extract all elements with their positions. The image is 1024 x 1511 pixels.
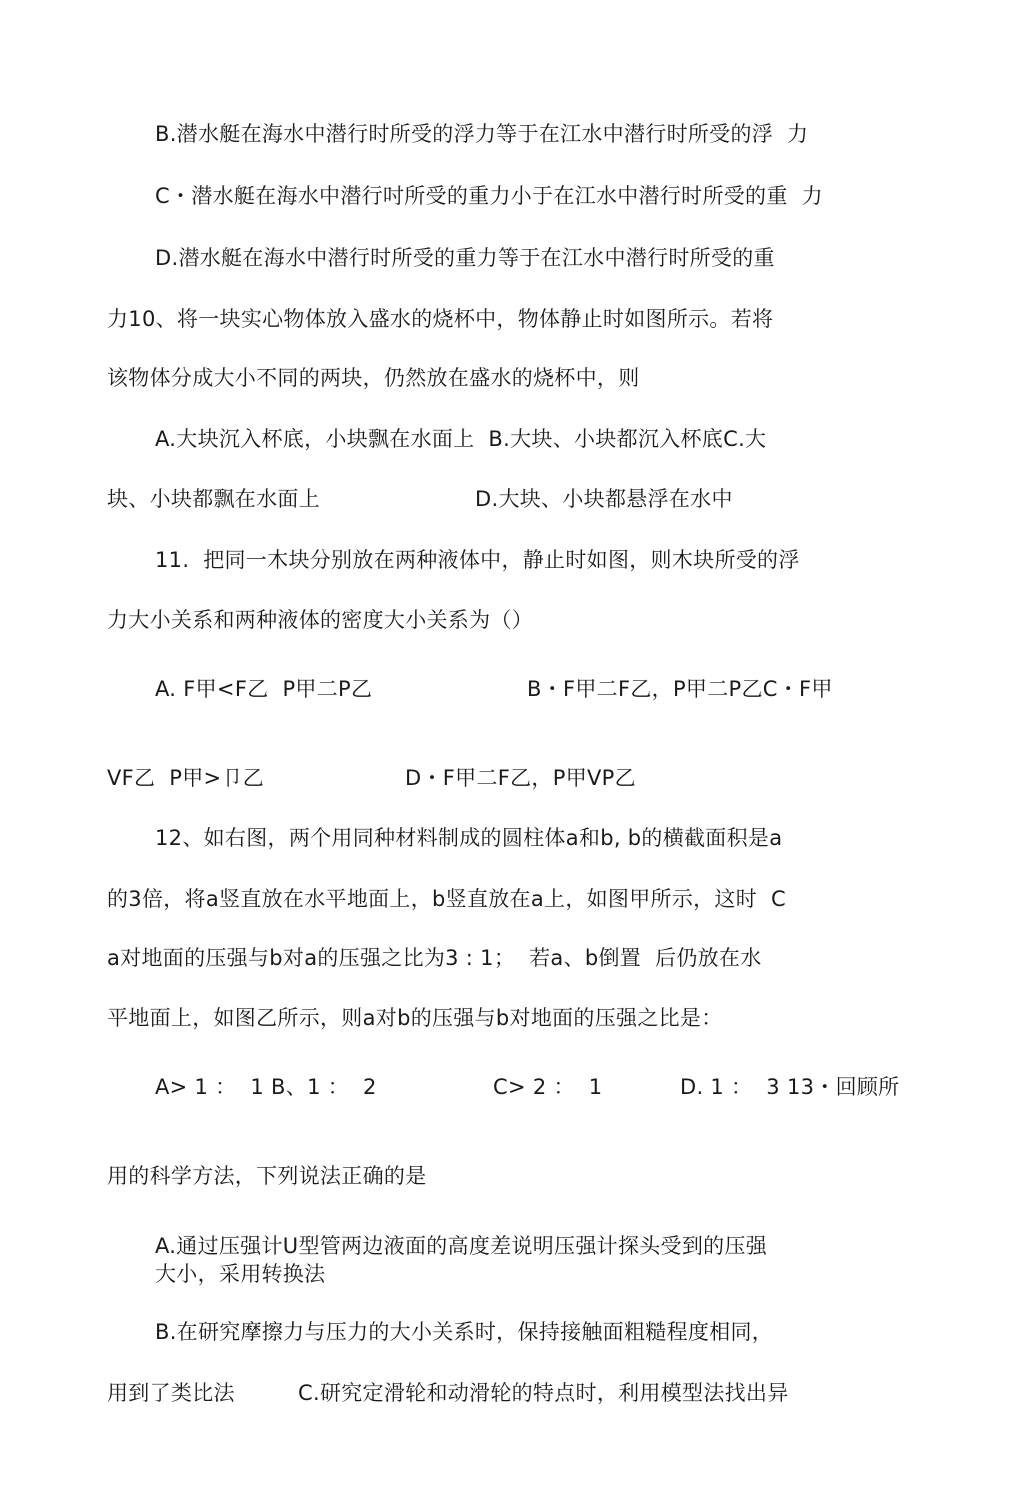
text-line: B.在研究摩擦力与压力的大小关系时，保持接触面粗糙程度相同， — [155, 1320, 774, 1344]
text-line: 力10、将一块实心物体放入盛水的烧杯中，物体静止时如图所示。若将 — [107, 307, 774, 331]
text-line: A. F甲<F乙 P甲二P乙 — [155, 677, 373, 701]
text-line: D.潜水艇在海水中潜行时所受的重力等于在江水中潜行时所受的重 — [155, 246, 775, 270]
text-line: A> 1 ： 1 B、1 ： 2 — [155, 1075, 377, 1099]
text-line: D・F甲二F乙，P甲VP乙 — [405, 766, 636, 790]
text-line: 用到了类比法 — [107, 1381, 235, 1405]
text-line: 力大小关系和两种液体的密度大小关系为（） — [107, 608, 533, 632]
text-line: a对地面的压强与b对a的压强之比为3 : 1； 若a、b倒置 后仍放在水 — [107, 946, 762, 970]
text-line: B・F甲二F乙，P甲二P乙C・F甲 — [527, 677, 833, 701]
text-line: 大小，采用转换法 — [155, 1262, 326, 1286]
text-line: VF乙 P甲>卩乙 — [107, 766, 265, 790]
text-line: C> 2 ： 1 — [493, 1075, 603, 1099]
text-line: A.通过压强计U型管两边液面的高度差说明压强计探头受到的压强 — [155, 1234, 768, 1258]
text-line: 用的科学方法，下列说法正确的是 — [107, 1164, 427, 1188]
text-line: D.大块、小块都悬浮在水中 — [475, 487, 733, 511]
text-line: C・潜水艇在海水中潜行吋所受的重力小于在江水中潜行时所受的重 力 — [155, 184, 823, 208]
text-line: 12、如右图，两个用同种材料制成的圆柱体a和b, b的横截面积是a — [155, 826, 783, 850]
text-line: C.研究定滑轮和动滑轮的特点时，利用模型法找出异 — [298, 1381, 789, 1405]
text-line: 的3倍，将a竖直放在水平地面上，b竖直放在a上，如图甲所示，这时 C — [107, 887, 786, 911]
text-line: B.潜水艇在海水中潜行时所受的浮力等于在江水中潜行时所受的浮 力 — [155, 122, 809, 146]
text-line: 11. 把同一木块分别放在两种液体中，静止时如图，则木块所受的浮 — [155, 548, 800, 572]
text-line: A.大块沉入杯底，小块飘在水面上 B.大块、小块都沉入杯底C.大 — [155, 427, 767, 451]
text-line: 平地面上，如图乙所示，则a对b的压强与b对地面的压强之比是： — [107, 1006, 723, 1030]
text-line: 该物体分成大小不同的两块，仍然放在盛水的烧杯中，则 — [107, 366, 640, 390]
text-line: 块、小块都飘在水面上 — [107, 487, 320, 511]
text-line: D. 1 ： 3 13・回顾所 — [680, 1075, 900, 1099]
